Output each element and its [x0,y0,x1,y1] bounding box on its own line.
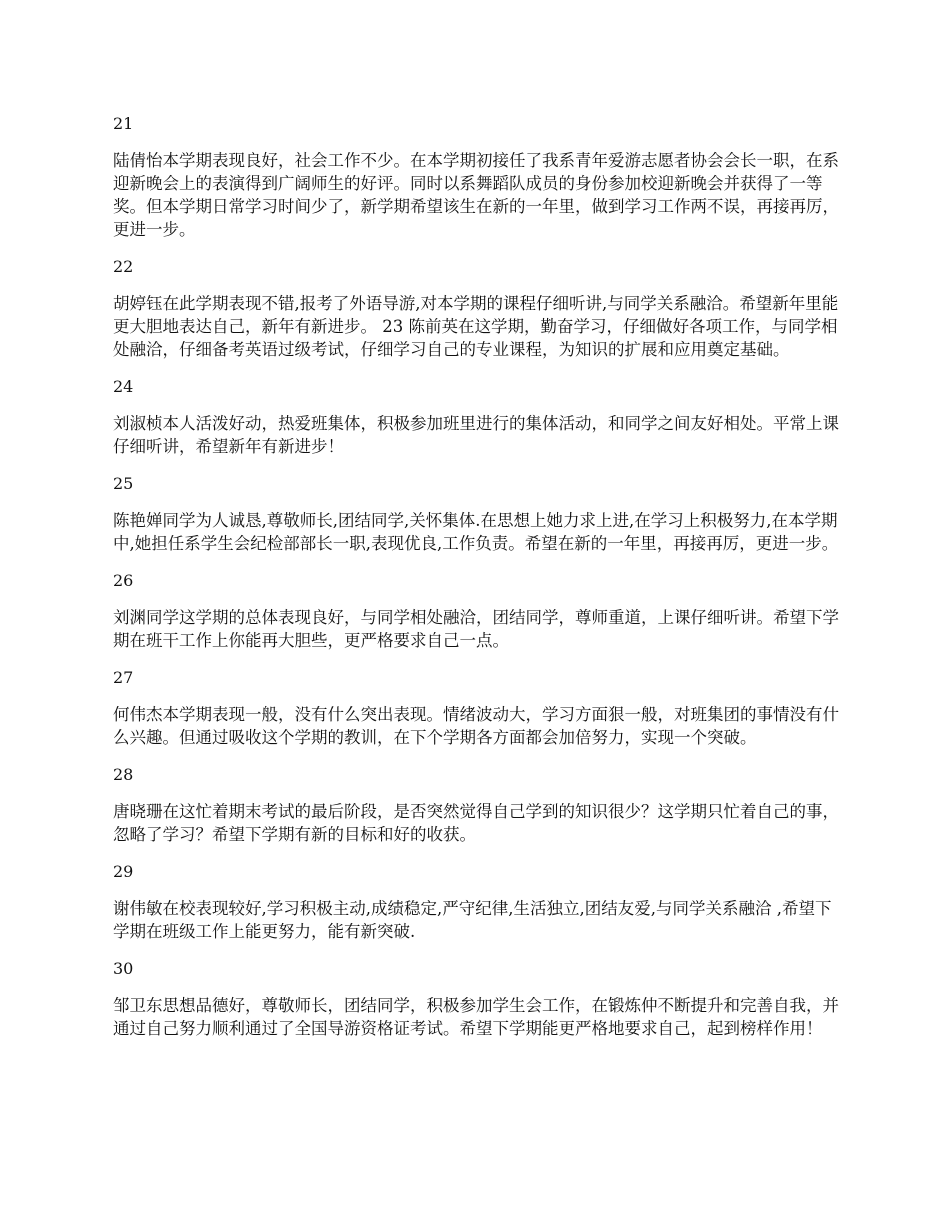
entry-24 [113,375,843,458]
entry-number: 29 [113,862,134,881]
document-page [113,112,843,1054]
entry-number: 21 [113,114,134,133]
entry-number: 30 [113,959,134,978]
entry-text: 陆倩怡本学期表现良好，社会工作不少。在本学期初接任了我系青年爱游志愿者协会会长一职，在系迎新晚会上的表演得到广阔师生的好评。同时以系舞蹈队成员的身份参加校迎新晚会并获得了一等奖。但本学期日常学习时间少了，新学期希望该生在新的一年里，做到学习工作两不误，再接再厉，更进一步。 [113,151,839,239]
entry-29 [113,860,843,943]
entry-number: 22 [113,257,134,276]
entry-28 [113,763,843,846]
entry-text: 何伟杰本学期表现一般，没有什么突出表现。情绪波动大，学习方面狠一般，对班集团的事情没有什么兴趣。但通过吸收这个学期的教训，在下个学期各方面都会加倍努力，实现一个突破。 [113,705,839,747]
entry-text: 唐晓珊在这忙着期末考试的最后阶段，是否突然觉得自己学到的知识很少？这学期只忙着自己的事，忽略了学习？希望下学期有新的目标和好的收获。 [113,802,839,844]
entry-26 [113,569,843,652]
entry-number: 25 [113,474,134,493]
entry-30 [113,957,843,1040]
entry-text: 谢伟敏在校表现较好,学习积极主动,成绩稳定,严守纪律,生活独立,团结友爱,与同学关系融洽 ,希望下学期在班级工作上能更努力，能有新突破. [113,899,832,941]
entry-number: 28 [113,765,134,784]
entry-number: 27 [113,668,134,687]
entry-number: 24 [113,377,134,396]
entry-text: 刘渊同学这学期的总体表现良好，与同学相处融洽，团结同学，尊师重道，上课仔细听讲。希望下学期在班干工作上你能再大胆些，更严格要求自己一点。 [113,608,839,650]
entry-21 [113,112,843,241]
entry-22 [113,255,843,361]
entry-27 [113,666,843,749]
entry-text: 刘淑桢本人活泼好动，热爱班集体，积极参加班里进行的集体活动，和同学之间友好相处。平常上课仔细听讲，希望新年有新进步！ [113,414,839,456]
entry-25 [113,472,843,555]
entry-text: 陈艳婵同学为人诚恳,尊敬师长,团结同学,关怀集体.在思想上她力求上进,在学习上积极努力,在本学期中,她担任系学生会纪检部部长一职,表现优良,工作负责。希望在新的一年里，再接再厉，更进一步。 [113,511,839,553]
entry-text: 胡婷钰在此学期表现不错,报考了外语导游,对本学期的课程仔细听讲,与同学关系融洽。希望新年里能更大胆地表达自己，新年有新进步。 23 陈前英在这学期，勤奋学习，仔细做好各项工作，与同学相处融洽，仔细备考英语过级考试，仔细学习自己的专业课程，为知识的扩展和应用奠定基础。 [113,294,839,359]
entry-number: 26 [113,571,134,590]
entry-text: 邹卫东思想品德好，尊敬师长，团结同学，积极参加学生会工作，在锻炼仲不断提升和完善自我，并通过自己努力顺利通过了全国导游资格证考试。希望下学期能更严格地要求自己，起到榜样作用！ [113,996,839,1038]
